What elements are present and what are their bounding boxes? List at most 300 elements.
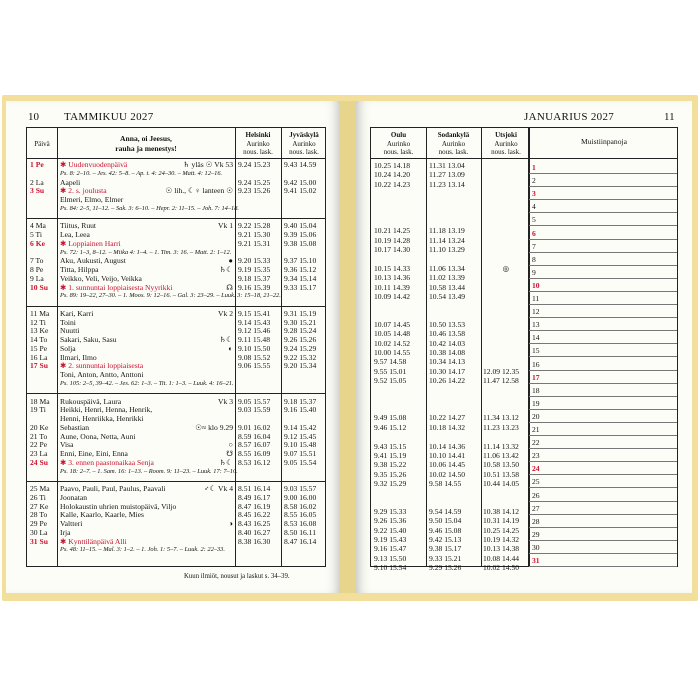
- sun-times-row: [371, 367, 529, 376]
- notes-day-number: 13: [532, 320, 540, 330]
- left-footer-note: Kuun ilmiöt, nousut ja laskut s. 34–39.: [184, 573, 290, 580]
- sun-times-row: [371, 245, 529, 254]
- notes-day-number: 19: [532, 398, 540, 408]
- notes-day-row[interactable]: [529, 266, 677, 279]
- notes-day-row[interactable]: [529, 449, 677, 462]
- sodankyla-sun-times: 11.31 13.04: [429, 161, 465, 170]
- oulu-sun-times: 9.41 15.19: [374, 450, 407, 460]
- astronomy-mark: ♄☾: [219, 457, 233, 467]
- sodankyla-sun-times: 11.18 13.19: [429, 226, 465, 236]
- sodankyla-sun-times: 10.18 14.32: [429, 422, 466, 432]
- week-divider-line: [27, 393, 325, 394]
- astronomy-mark: ☉≈ klo 9.29: [195, 422, 233, 432]
- scripture-reference: Ps. 18: 2–7. – 1. Sam. 16: 1–13. – Room. 9: 11–23. – Luuk. 17: 7–10.: [60, 467, 238, 475]
- sodankyla-sun-times: 10.34 14.13: [429, 357, 466, 367]
- notes-day-number: 1: [532, 163, 536, 172]
- sun-times-row: [371, 339, 529, 348]
- scripture-reference: Ps. 8: 2–10. – Jes. 42: 5–8. – Ap. t. 4: 24–30. – Matt. 4: 12–16.: [60, 169, 223, 177]
- utsjoki-sun-times: 10.13 14.38: [483, 544, 520, 554]
- sun-times-row: [371, 544, 529, 553]
- day-row: [27, 161, 325, 170]
- week-divider-line: [27, 218, 325, 219]
- oulu-header: [371, 131, 426, 157]
- jyvaskyla-sun-times: 9.10 15.48: [284, 440, 317, 450]
- helsinki-sun-times: 8.57 16.07: [238, 440, 271, 450]
- helsinki-sun-times: 8.55 16.09: [238, 449, 271, 459]
- day-label: 22 Pe: [30, 440, 48, 450]
- sodankyla-sun-times: 10.22 14.27: [429, 413, 466, 423]
- day-label: 29 Pe: [30, 519, 48, 529]
- utsjoki-sun-times: 12.09 12.35: [483, 366, 520, 376]
- oulu-sun-times: 9.26 15.36: [374, 516, 407, 526]
- oulu-sun-times: 10.11 14.39: [374, 282, 410, 292]
- sun-times-row: [371, 357, 529, 366]
- jyvaskyla-sun-times: 9.26 15.26: [284, 335, 317, 345]
- helsinki-sun-times: 8.49 16.17: [238, 492, 271, 502]
- jyvaskyla-sun-times: 8.53 16.08: [284, 519, 317, 529]
- utsjoki-sun-times: 10.02 14.50: [483, 563, 520, 573]
- day-row: [27, 371, 325, 380]
- jyvaskyla-sun-times: 8.50 16.11: [284, 527, 316, 537]
- sun-times-row: [371, 413, 529, 422]
- day-label: 30 La: [30, 527, 48, 537]
- helsinki-sun-times: 9.05 15.57: [238, 396, 271, 406]
- sun-times-row: [371, 395, 529, 404]
- astronomy-mark: ○: [228, 440, 233, 450]
- astronomy-mark: ●: [228, 256, 233, 266]
- notes-day-row[interactable]: [529, 541, 677, 554]
- helsinki-sun-times: 9.14 15.43: [238, 317, 271, 327]
- sun-times-row: [371, 189, 529, 198]
- sun-times-row: [371, 180, 529, 189]
- notes-day-row[interactable]: [529, 161, 677, 174]
- utsjoki-header: [481, 131, 531, 157]
- name-day: Solja: [60, 343, 76, 353]
- helsinki-sun-times: 9.19 15.35: [238, 265, 271, 275]
- helsinki-sun-times: 9.16 15.39: [238, 282, 271, 292]
- oulu-sun-times: 9.52 15.05: [374, 376, 407, 386]
- day-label: 16 La: [30, 352, 48, 362]
- day-label: 27 Ke: [30, 501, 49, 511]
- notes-day-number: 31: [532, 556, 540, 565]
- notes-day-number: 28: [532, 516, 540, 526]
- sun-times-row: [371, 320, 529, 329]
- day-row: [27, 459, 325, 468]
- sun-times-row: [371, 311, 529, 320]
- notes-day-row[interactable]: [529, 344, 677, 357]
- helsinki-sun-times: 9.01 16.02: [238, 422, 271, 432]
- name-day: Aku, Aukusti, August: [60, 256, 126, 266]
- reading-row: [27, 380, 325, 389]
- utsjoki-sun-times: 11.06 13.42: [483, 450, 519, 460]
- day-row: [27, 196, 325, 205]
- sodankyla-title: Sodankylä: [437, 131, 470, 139]
- notes-day-number: 23: [532, 451, 540, 461]
- sun-times-row: [371, 460, 529, 469]
- helsinki-sun-times: 9.20 15.33: [238, 256, 271, 266]
- helsinki-sun-times: 9.21 15.31: [238, 238, 271, 248]
- helsinki-sun-times: 8.47 16.19: [238, 501, 271, 511]
- sun-times-row: [371, 217, 529, 226]
- oulu-sun-times: 10.13 14.36: [374, 273, 411, 283]
- reading-row: [27, 468, 325, 477]
- helsinki-sun-times: 9.24 15.25: [238, 177, 271, 187]
- oulu-sun-times: 9.55 15.01: [374, 366, 407, 376]
- sun-times-row: [371, 301, 529, 310]
- sun-times-row: [371, 526, 529, 535]
- sun-times-row: [371, 451, 529, 460]
- day-row: [27, 284, 325, 293]
- jyvaskyla-sun-times: 9.31 15.19: [284, 308, 317, 318]
- day-label: 13 Ke: [30, 326, 49, 336]
- motto-line-1: Anna, oi Jeesus,: [120, 134, 172, 143]
- sodankyla-sun-times: 9.46 15.08: [429, 525, 462, 535]
- name-day: Lea, Leea: [60, 230, 90, 240]
- name-day: Aune, Oona, Netta, Auni: [60, 431, 136, 441]
- name-day: Visa: [60, 440, 74, 450]
- notes-day-number: 8: [532, 254, 536, 264]
- notes-day-row[interactable]: [529, 227, 677, 240]
- notes-day-row[interactable]: [529, 371, 677, 384]
- helsinki-sun-times: 9.15 15.41: [238, 308, 271, 318]
- scripture-reference: Ps. 105: 2–5, 39–42. – Jes. 62: 1–3. – Tit. 1: 1–3. – Luuk. 4: 16–21.: [60, 380, 234, 387]
- notes-day-number: 6: [532, 228, 536, 238]
- scripture-reference: Ps. 84: 2–5, 11–12. – Sak. 3: 6–10. – Hepr. 2: 11–15. – Joh. 7: 14–18.: [60, 204, 240, 212]
- sodankyla-sun-times: 11.14 13.24: [429, 235, 465, 245]
- jyvaskyla-sun-times: 9.28 15.24: [284, 326, 317, 336]
- notes-day-row[interactable]: [529, 423, 677, 436]
- jyvaskyla-sun-times: 9.39 15.06: [284, 230, 317, 240]
- notes-day-number: 20: [532, 411, 540, 421]
- oulu-sun-times: 9.13 15.50: [374, 553, 407, 563]
- notes-table: [528, 127, 678, 567]
- day-label: 28 To: [30, 510, 48, 520]
- helsinki-sun-times: 8.53 16.12: [238, 457, 271, 467]
- notes-day-number: 16: [532, 359, 540, 369]
- day-label: 4 Ma: [30, 221, 46, 231]
- name-day: ✱ Loppiainen Harri: [60, 238, 121, 248]
- notes-day-number: 26: [532, 490, 540, 500]
- day-label: 26 Ti: [30, 492, 46, 502]
- utsjoki-sun-times: 11.14 13.32: [483, 441, 519, 451]
- helsinki-sun-times: 8.59 16.04: [238, 431, 271, 441]
- notes-day-row[interactable]: [529, 305, 677, 318]
- notes-day-number: 2: [532, 176, 536, 186]
- name-day: ✱ 1. sunnuntai loppiaisesta Nyyrikki: [60, 282, 173, 292]
- astronomy-mark: ♄☾: [219, 335, 233, 345]
- jyvaskyla-cols: nous. lask.: [289, 148, 319, 156]
- jyvaskyla-sun-times: 9.12 15.45: [284, 431, 317, 441]
- utsjoki-sun-times: 11.47 12.58: [483, 376, 519, 386]
- right-month-title: JANUARIUS 2027: [524, 111, 615, 123]
- helsinki-title: Helsinki: [245, 131, 271, 139]
- name-day: Sakari, Saku, Sasu: [60, 335, 117, 345]
- sodankyla-sub: Aurinko: [441, 139, 466, 148]
- day-label: 31 Su: [30, 536, 48, 546]
- scripture-reference: Ps. 72: 1–3, 8–12. – Miika 4: 1–4. – 1. Tim. 3: 16. – Matt. 2: 1–12.: [60, 248, 232, 256]
- name-day: Ilmari, Ilmo: [60, 352, 97, 362]
- sun-times-row: [371, 255, 529, 264]
- astronomy-mark: ☋: [226, 449, 233, 459]
- helsinki-sun-times: 9.10 15.50: [238, 343, 271, 353]
- utsjoki-sun-times: 10.08 14.44: [483, 553, 520, 563]
- sun-times-row: [371, 488, 529, 497]
- jyvaskyla-sun-times: 9.42 15.00: [284, 177, 317, 187]
- sun-times-row: [371, 161, 529, 170]
- oulu-sun-times: 10.24 14.20: [374, 170, 411, 180]
- motto: [57, 134, 235, 154]
- sun-times-row: [371, 292, 529, 301]
- day-label: 1 Pe: [30, 160, 44, 169]
- helsinki-sun-times: 9.12 15.46: [238, 326, 271, 336]
- utsjoki-title: Utsjoki: [495, 131, 517, 139]
- oulu-sun-times: 9.19 15.43: [374, 535, 407, 544]
- jyvaskyla-sun-times: 9.40 15.04: [284, 221, 317, 231]
- sun-times-row: [371, 554, 529, 563]
- day-label: 10 Su: [30, 282, 48, 292]
- notes-day-number: 7: [532, 241, 536, 251]
- helsinki-sun-times: 9.11 15.48: [238, 335, 270, 345]
- notes-day-number: 10: [532, 280, 540, 290]
- sun-times-row: [371, 264, 529, 273]
- sun-times-row: [371, 348, 529, 357]
- utsjoki-sun-times: 10.31 14.19: [483, 516, 520, 526]
- sun-times-row: [371, 535, 529, 544]
- oulu-cols: nous. lask.: [383, 148, 414, 156]
- jyvaskyla-sun-times: 8.55 16.05: [284, 510, 317, 520]
- jyvaskyla-sun-times: 9.18 15.37: [284, 396, 317, 406]
- name-day: Titta, Hilppa: [60, 265, 99, 275]
- oulu-sun-times: 9.49 15.08: [374, 413, 407, 423]
- jyvaskyla-sun-times: 9.36 15.12: [284, 265, 317, 275]
- notes-day-number: 14: [532, 333, 540, 343]
- oulu-sun-times: 9.10 15.54: [374, 563, 407, 573]
- helsinki-sun-times: 8.51 16.14: [238, 484, 271, 494]
- left-calendar-table: [26, 127, 326, 567]
- oulu-sun-times: 9.46 15.12: [374, 422, 407, 432]
- astronomy-mark: Vk 3: [218, 396, 233, 406]
- notes-day-row[interactable]: [529, 253, 677, 266]
- oulu-sun-times: 10.25 14.18: [374, 161, 411, 170]
- helsinki-sun-times: 9.21 15.30: [238, 230, 271, 240]
- notes-day-row[interactable]: [529, 200, 677, 213]
- notes-day-row[interactable]: [529, 331, 677, 344]
- oulu-sun-times: 10.22 14.23: [374, 179, 411, 189]
- utsjoki-sun-times: 10.25 14.25: [483, 525, 520, 535]
- astronomy-mark: ♄☾: [219, 265, 233, 275]
- name-day: ✱ 2. sunnuntai loppiaisesta: [60, 361, 144, 371]
- jyvaskyla-sun-times: 9.16 15.40: [284, 405, 317, 415]
- sodankyla-sun-times: 10.38 14.08: [429, 348, 466, 357]
- day-column-header: Päivä: [34, 140, 50, 148]
- oulu-sun-times: 9.32 15.29: [374, 478, 407, 488]
- notes-day-row[interactable]: [529, 279, 677, 292]
- sodankyla-sun-times: 9.42 15.13: [429, 535, 462, 544]
- book-gutter: [340, 101, 356, 593]
- sodankyla-sun-times: 10.06 14.45: [429, 460, 466, 470]
- utsjoki-sun-times: ◎: [502, 263, 510, 273]
- sodankyla-sun-times: 11.06 13.34: [429, 263, 465, 273]
- sodankyla-sun-times: 10.50 13.53: [429, 319, 466, 329]
- name-day: Irja: [60, 527, 71, 537]
- sodankyla-sun-times: 9.33 15.21: [429, 553, 462, 563]
- notes-day-row[interactable]: [529, 462, 677, 475]
- day-label: 20 Ke: [30, 422, 49, 432]
- day-label: 18 Ma: [30, 396, 50, 406]
- sodankyla-sun-times: 10.42 14.03: [429, 338, 466, 348]
- notes-day-row[interactable]: [529, 397, 677, 410]
- name-day: Toni, Anton, Antto, Anttoni: [60, 370, 144, 380]
- oulu-sun-times: 10.02 14.52: [374, 338, 411, 348]
- day-label: 6 Ke: [30, 238, 45, 248]
- utsjoki-sun-times: 10.58 13.50: [483, 460, 520, 470]
- notes-writing-line: [529, 566, 677, 567]
- astronomy-mark: ♄ yläs ☉ Vk 53: [182, 160, 233, 169]
- oulu-sun-times: 9.57 14.58: [374, 357, 407, 367]
- notes-day-row[interactable]: [529, 213, 677, 226]
- sodankyla-sun-times: 10.26 14.22: [429, 376, 466, 386]
- helsinki-sun-times: 9.22 15.28: [238, 221, 271, 231]
- notes-title: Muistiinpanoja: [581, 137, 627, 146]
- sun-times-row: [371, 498, 529, 507]
- notes-day-row[interactable]: [529, 436, 677, 449]
- notes-day-row[interactable]: [529, 187, 677, 200]
- sodankyla-sun-times: 10.02 14.50: [429, 469, 466, 479]
- utsjoki-sun-times: 10.44 14.05: [483, 478, 520, 488]
- notes-day-row[interactable]: [529, 292, 677, 305]
- jyvaskyla-sun-times: 9.14 15.42: [284, 422, 317, 432]
- notes-day-row[interactable]: [529, 240, 677, 253]
- notes-day-row[interactable]: [529, 554, 677, 567]
- notes-day-number: 21: [532, 425, 540, 434]
- name-day: Paavo, Pauli, Paul, Paulus, Paavali: [60, 484, 166, 494]
- oulu-sun-times: 9.16 15.47: [374, 544, 407, 554]
- sun-times-row: [371, 516, 529, 525]
- name-day: ✱ Kynttilänpäivä Alli: [60, 536, 127, 546]
- notes-day-number: 27: [532, 503, 540, 513]
- notes-day-row[interactable]: [529, 489, 677, 502]
- sodankyla-header: [426, 131, 481, 157]
- notes-day-row[interactable]: [529, 515, 677, 528]
- reading-row: [27, 292, 325, 301]
- sodankyla-sun-times: 9.29 15.26: [429, 563, 462, 573]
- helsinki-header: [235, 131, 281, 157]
- jyvaskyla-sun-times: 9.24 15.29: [284, 343, 317, 353]
- name-day: Holokaustin uhrien muistopäivä, Viljo: [60, 501, 177, 511]
- utsjoki-sun-times: 11.23 13.23: [483, 422, 519, 432]
- sun-times-row: [371, 283, 529, 292]
- oulu-sun-times: 9.43 15.15: [374, 441, 407, 451]
- day-label: 19 Ti: [30, 405, 46, 415]
- right-page: [356, 101, 692, 593]
- sodankyla-sun-times: 10.46 13.58: [429, 329, 466, 339]
- helsinki-sub: Aurinko: [246, 139, 270, 148]
- helsinki-cols: nous. lask.: [243, 148, 273, 156]
- notes-day-row[interactable]: [529, 475, 677, 488]
- left-month-title: TAMMIKUU 2027: [64, 111, 154, 123]
- sodankyla-sun-times: 10.14 14.36: [429, 441, 466, 451]
- notes-day-number: 5: [532, 215, 536, 225]
- sodankyla-sun-times: 10.30 14.17: [429, 366, 466, 376]
- notes-day-number: 18: [532, 385, 540, 395]
- day-label: 11 Ma: [30, 308, 50, 318]
- sun-times-row: [371, 442, 529, 451]
- notes-day-row[interactable]: [529, 318, 677, 331]
- sodankyla-sun-times: 10.10 14.41: [429, 450, 466, 460]
- notes-day-row[interactable]: [529, 410, 677, 423]
- notes-day-number: 3: [532, 189, 536, 199]
- jyvaskyla-sun-times: 9.37 15.10: [284, 256, 317, 266]
- oulu-sun-times: 9.35 15.26: [374, 469, 407, 479]
- sun-times-row: [371, 404, 529, 413]
- notes-day-row[interactable]: [529, 528, 677, 541]
- jyvaskyla-sun-times: 9.33 15.17: [284, 282, 317, 292]
- oulu-sun-times: 10.17 14.30: [374, 245, 411, 255]
- notes-day-number: 12: [532, 307, 540, 317]
- day-label: 14 To: [30, 335, 48, 345]
- name-day: Sebastian: [60, 422, 90, 432]
- notes-day-number: 17: [532, 372, 540, 382]
- notes-day-number: 29: [532, 529, 540, 539]
- astronomy-mark: ☊: [226, 282, 233, 292]
- week-divider-line: [27, 481, 325, 482]
- day-label: 12 Ti: [30, 317, 46, 327]
- right-page-number: 11: [664, 111, 675, 123]
- sodankyla-sun-times: 9.50 15.04: [429, 516, 462, 526]
- day-label: 3 Su: [30, 186, 45, 196]
- name-day: Toini: [60, 317, 76, 327]
- notes-day-row[interactable]: [529, 174, 677, 187]
- notes-day-number: 4: [532, 202, 536, 212]
- notes-day-row[interactable]: [529, 502, 677, 515]
- oulu-sun-times: 10.05 14.48: [374, 329, 411, 339]
- jyvaskyla-sun-times: 9.20 15.34: [284, 361, 317, 371]
- helsinki-sun-times: 9.03 15.59: [238, 405, 271, 415]
- helsinki-sun-times: 8.45 16.22: [238, 510, 271, 520]
- sodankyla-sun-times: 9.54 14.59: [429, 506, 462, 516]
- jyvaskyla-sun-times: 9.07 15.51: [284, 449, 317, 459]
- scripture-reference: Ps. 89: 19–22, 27–30. – 1. Moos. 9: 12–16. – Gal. 3: 23–29. – Luuk. 3: 15–18, 21–22.: [60, 292, 281, 300]
- name-day: Kalle, Kaarlo, Kaarle, Mies: [60, 510, 144, 520]
- jyvaskyla-sun-times: 9.03 15.57: [284, 484, 317, 494]
- sun-times-row: [371, 198, 529, 207]
- utsjoki-sun-times: 10.38 14.12: [483, 506, 520, 516]
- notes-day-number: 30: [532, 542, 540, 552]
- name-day: Kari, Karri: [60, 308, 94, 318]
- helsinki-sun-times: 8.40 16.27: [238, 527, 271, 537]
- helsinki-sun-times: 9.18 15.37: [238, 273, 271, 283]
- sodankyla-sun-times: 9.38 15.17: [429, 544, 462, 554]
- name-day: Nuutti: [60, 326, 80, 336]
- day-label: 24 Su: [30, 457, 48, 467]
- motto-line-2: rauha ja menestys!: [115, 144, 177, 153]
- notes-day-row[interactable]: [529, 358, 677, 371]
- oulu-sun-times: 10.07 14.45: [374, 319, 411, 329]
- sun-times-row: [371, 423, 529, 432]
- helsinki-sun-times: 9.23 15.26: [238, 186, 271, 196]
- name-day: Elmeri, Elmo, Elmer: [60, 195, 124, 205]
- helsinki-sun-times: 8.43 16.25: [238, 519, 271, 529]
- sodankyla-sun-times: 9.58 14.55: [429, 478, 462, 488]
- notes-day-row[interactable]: [529, 384, 677, 397]
- left-page-number: 10: [28, 111, 39, 123]
- jyvaskyla-sun-times: 9.38 15.08: [284, 238, 317, 248]
- oulu-sun-times: 10.21 14.25: [374, 226, 411, 236]
- astronomy-mark: Vk 1: [218, 221, 233, 231]
- reading-row: [27, 546, 325, 555]
- sun-times-row: [371, 236, 529, 245]
- day-label: 25 Ma: [30, 484, 50, 494]
